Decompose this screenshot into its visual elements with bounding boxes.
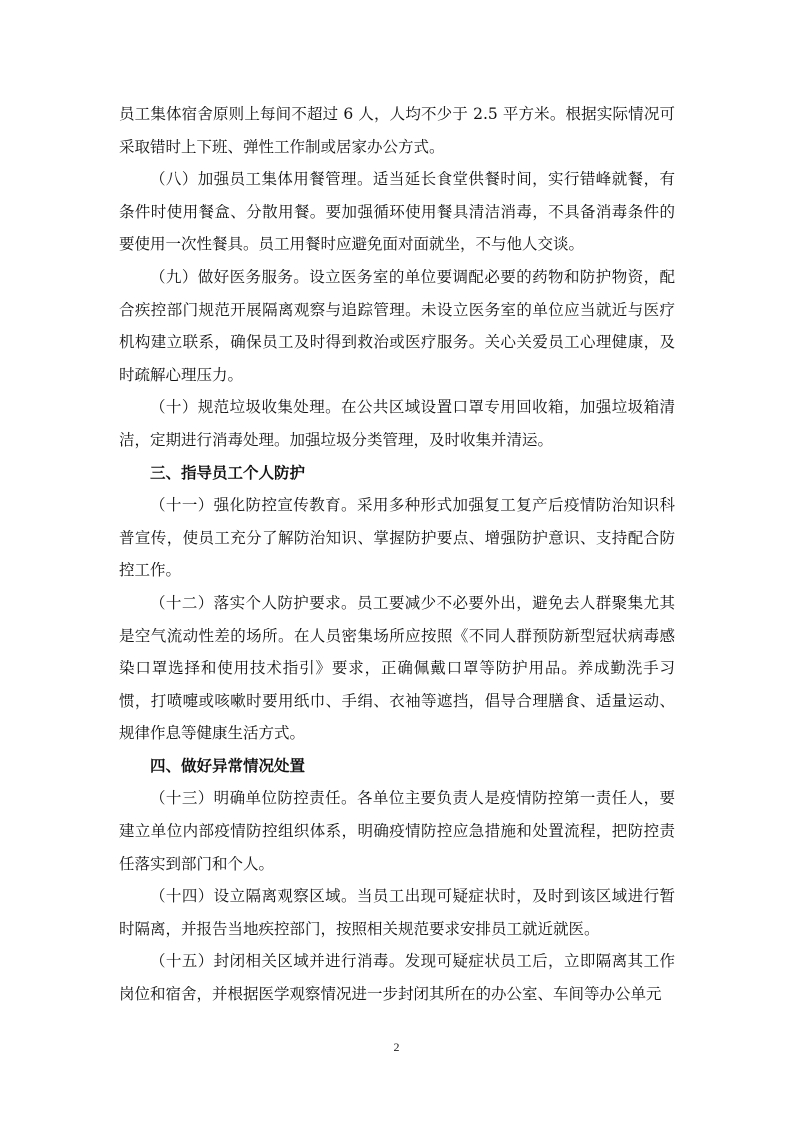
body-paragraph: （九）做好医务服务。设立医务室的单位要调配必要的药物和防护物资，配合疾控部门规范开展隔离观察与追踪管理。未设立医务室的单位应当就近与医疗机构建立联系，确保员工及时得到救治或医疗服务。关心关爱员工心理健康，及时疏解心理压力。 — [119, 267, 675, 384]
section-heading: 三、指导员工个人防护 — [150, 463, 306, 482]
body-paragraph: （十二）落实个人防护要求。员工要减少不必要外出，避免去人群聚集尤其是空气流动性差的场所。在人员密集场所应按照《不同人群预防新型冠状病毒感染口罩选择和使用技术指引》要求，正确佩戴口罩等防护用品。养成勤洗手习惯，打喷嚏或咳嗽时要用纸巾、手绢、衣袖等遮挡，倡导合理膳食、适量运动、规律作息等健康生活方式。 — [119, 593, 675, 743]
body-paragraph: 员工集体宿舍原则上每间不超过 6 人，人均不少于 2.5 平方米。根据实际情况可采取错时上下班、弹性工作制或居家办公方式。 — [119, 105, 675, 156]
body-paragraph: （八）加强员工集体用餐管理。适当延长食堂供餐时间，实行错峰就餐，有条件时使用餐盒、分散用餐。要加强循环使用餐具清洁消毒，不具备消毒条件的要使用一次性餐具。员工用餐时应避免面对面就坐，不与他人交谈。 — [119, 170, 675, 254]
document-body — [119, 98, 675, 1011]
section-heading: 四、做好异常情况处置 — [150, 756, 306, 775]
body-paragraph: （十三）明确单位防控责任。各单位主要负责人是疫情防控第一责任人，要建立单位内部疫情防控组织体系，明确疫情防控应急措施和处置流程，把防控责任落实到部门和个人。 — [119, 789, 675, 873]
body-paragraph: （十五）封闭相关区域并进行消毒。发现可疑症状员工后，立即隔离其工作岗位和宿舍，并根据医学观察情况进一步封闭其所在的办公室、车间等办公单元 — [119, 952, 675, 1004]
body-paragraph: （十四）设立隔离观察区域。当员工出现可疑症状时，及时到该区域进行暂时隔离，并报告当地疾控部门，按照相关规范要求安排员工就近就医。 — [119, 887, 675, 938]
page-number: 2 — [393, 1040, 400, 1054]
body-paragraph: （十一）强化防控宣传教育。采用多种形式加强复工复产后疫情防治知识科普宣传，使员工充分了解防治知识、掌握防护要点、增强防护意识、支持配合防控工作。 — [119, 496, 675, 580]
body-paragraph: （十）规范垃圾收集处理。在公共区域设置口罩专用回收箱，加强垃圾箱清洁，定期进行消毒处理。加强垃圾分类管理，及时收集并清运。 — [119, 398, 675, 449]
